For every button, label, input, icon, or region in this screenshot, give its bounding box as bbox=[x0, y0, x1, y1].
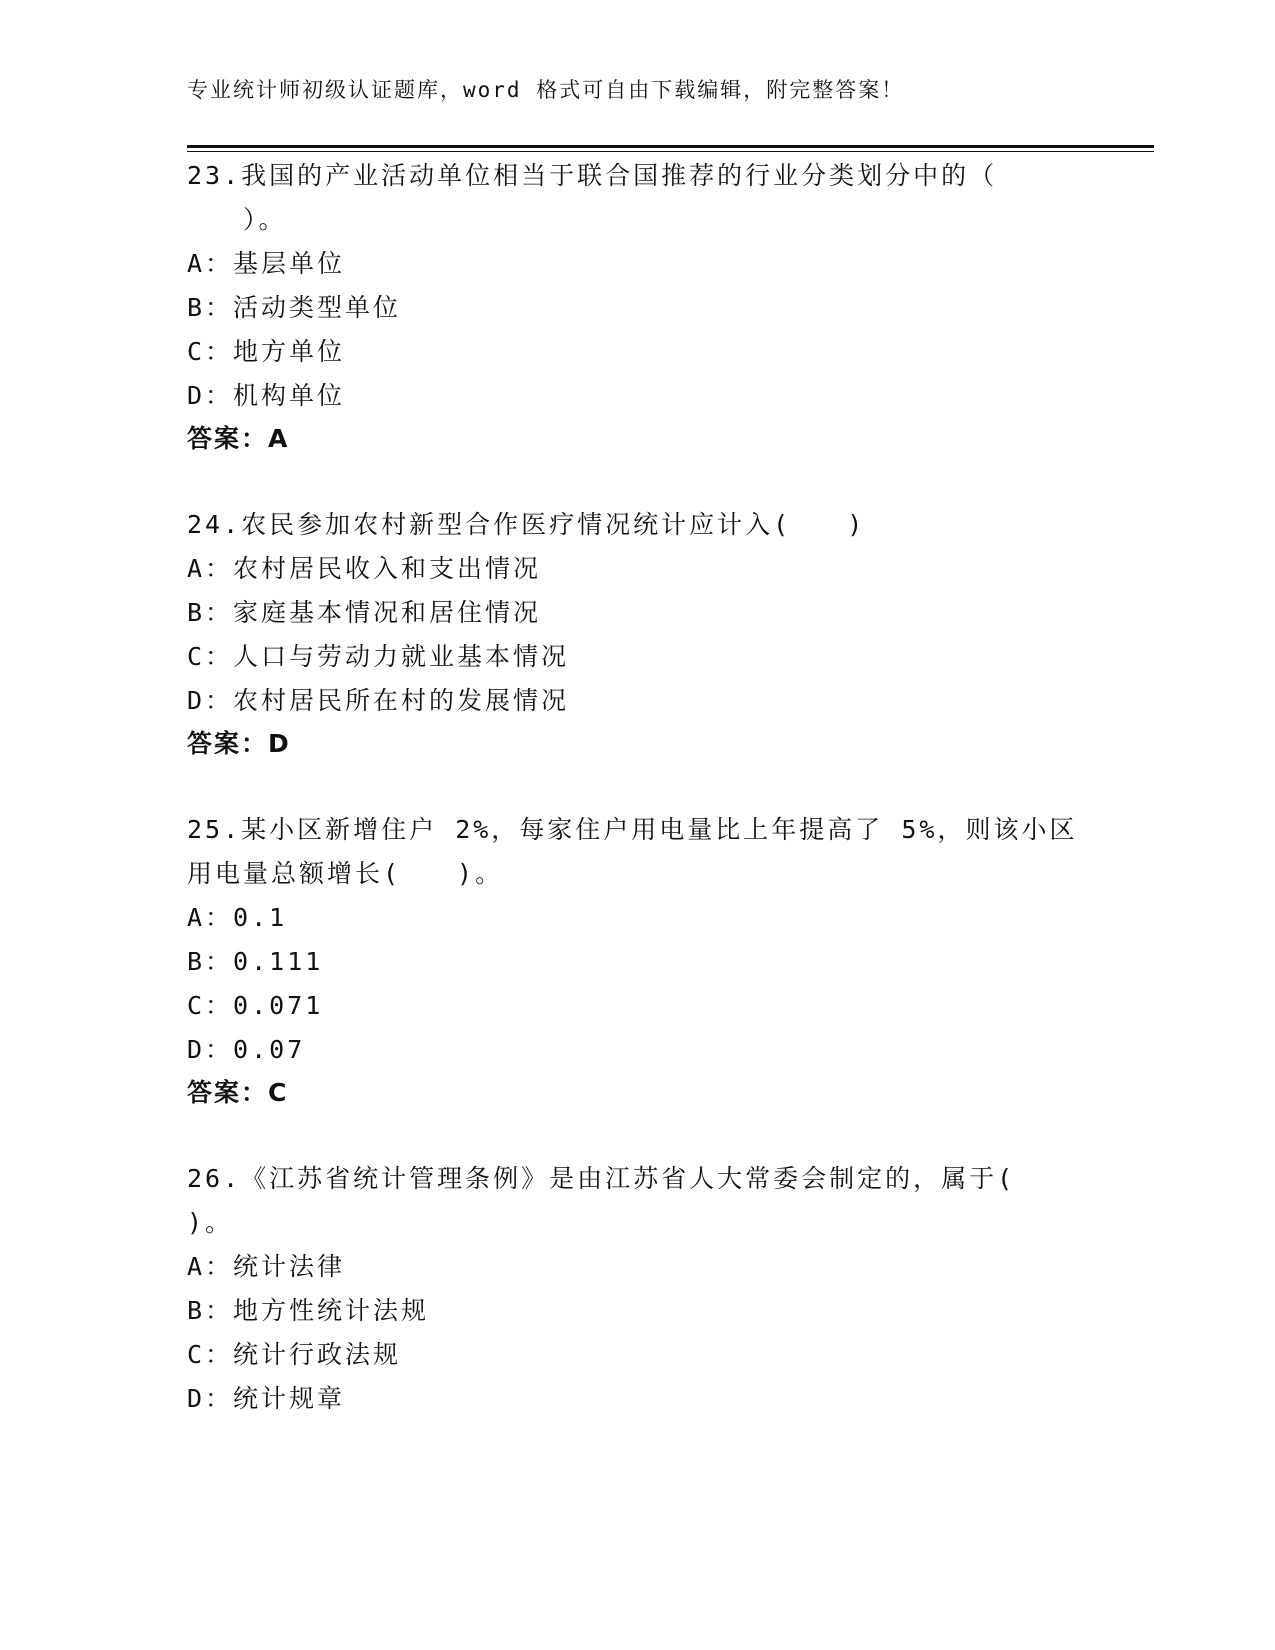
header-rule-thick bbox=[187, 145, 1154, 148]
question-26-option-d: D：统计规章 bbox=[187, 1384, 346, 1413]
question-23-answer: 答案：A bbox=[187, 424, 290, 453]
question-25-option-a: A：0.1 bbox=[187, 903, 288, 932]
question-25-option-c: C：0.071 bbox=[187, 991, 324, 1020]
question-23-option-b: B：活动类型单位 bbox=[187, 293, 402, 322]
question-26-option-a: A：统计法律 bbox=[187, 1252, 346, 1281]
question-25-stem-line-1: 25.某小区新增住户 2%，每家住户用电量比上年提高了 5%，则该小区 bbox=[187, 815, 1078, 844]
question-25-option-b: B：0.111 bbox=[187, 947, 324, 976]
header-rule-thin bbox=[187, 151, 1154, 152]
question-24-option-a: A：农村居民收入和支出情况 bbox=[187, 554, 542, 583]
question-24-option-c: C：人口与劳动力就业基本情况 bbox=[187, 642, 570, 671]
question-26-option-c: C：统计行政法规 bbox=[187, 1340, 402, 1369]
question-23-option-c: C：地方单位 bbox=[187, 337, 346, 366]
question-23-stem-line-1: 23.我国的产业活动单位相当于联合国推荐的行业分类划分中的（ bbox=[187, 161, 998, 190]
question-25-option-d: D：0.07 bbox=[187, 1035, 306, 1064]
question-23-option-d: D：机构单位 bbox=[187, 381, 346, 410]
question-25-stem-line-2: 用电量总额增长( )。 bbox=[187, 859, 504, 888]
question-24-option-b: B：家庭基本情况和居住情况 bbox=[187, 598, 542, 627]
question-26-stem-line-1: 26.《江苏省统计管理条例》是由江苏省人大常委会制定的，属于( bbox=[187, 1164, 1016, 1193]
question-26-option-b: B：地方性统计法规 bbox=[187, 1296, 430, 1325]
question-23-option-a: A：基层单位 bbox=[187, 249, 346, 278]
question-24-option-d: D：农村居民所在村的发展情况 bbox=[187, 686, 570, 715]
page-header: 专业统计师初级认证题库，word 格式可自由下载编辑，附完整答案！ bbox=[187, 78, 905, 102]
question-25-answer: 答案：C bbox=[187, 1078, 289, 1107]
question-26-stem-line-2: )。 bbox=[187, 1208, 234, 1237]
question-23-stem-line-2: ）。 bbox=[187, 205, 287, 234]
question-24-answer: 答案：D bbox=[187, 729, 291, 758]
question-24-stem-line-1: 24.农民参加农村新型合作医疗情况统计应计入( ) bbox=[187, 510, 866, 539]
